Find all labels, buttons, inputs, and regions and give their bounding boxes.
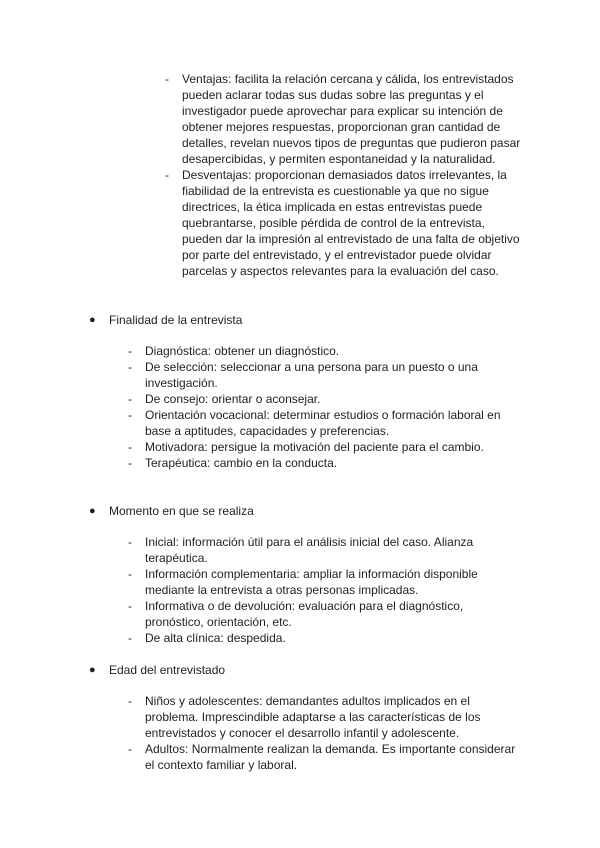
list-item: - De alta clínica: despedida. (145, 630, 525, 646)
list-item: - Motivadora: persigue la motivación del paciente para el cambio. (145, 439, 525, 455)
list-item: - Niños y adolescentes: demandantes adultos implicados en el problema. Imprescindible adaptarse a las características de los entrevistados y conocer el desarrollo infantil y adolescente. (145, 693, 525, 741)
list-item: - Orientación vocacional: determinar estudios o formación laboral en base a aptitudes, capacidades y preferencias. (145, 407, 525, 439)
section-heading-finalidad (89, 312, 243, 328)
list-item: - De consejo: orientar o aconsejar. (145, 391, 525, 407)
list-item: - De selección: seleccionar a una persona para un puesto o una investigación. (145, 359, 525, 391)
list-item-desventajas: - Desventajas: proporcionan demasiados datos irrelevantes, la fiabilidad de la entrevista es cuestionable ya que no sigue directrices, la ética implicada en estas entrevistas puede quebrantarse, posible pérdida de control de la entrevista, pueden dar la impresión al entrevistado de una falta de objetivo por parte del entrevistado, y el entrevistador puede olvidar parcelas y aspectos relevantes para la evaluación del caso. (182, 167, 527, 279)
list-item-ventajas: - Ventajas: facilita la relación cercana y cálida, los entrevistados pueden aclarar todas sus dudas sobre las preguntas y el investigador puede aprovechar para explicar su intención de obtener mejores respuestas, proporcionan gran cantidad de detalles, revelan nuevos tipos de preguntas que pudieron pasar desapercibidas, y permiten espontaneidad y la naturalidad. (182, 71, 527, 167)
list-item: - Informativa o de devolución: evaluación para el diagnóstico, pronóstico, orientación, etc. (145, 598, 525, 630)
section-heading-text: Edad del entrevistado (109, 663, 226, 677)
list-item: - Información complementaria: ampliar la información disponible mediante la entrevista a otras personas implicadas. (145, 566, 525, 598)
bullet-icon: ● (89, 314, 96, 326)
bullet-icon: ● (89, 505, 96, 517)
list-item: - Adultos: Normalmente realizan la demanda. Es importante considerar el contexto familiar y laboral. (145, 741, 525, 773)
list-item: - Terapéutica: cambio en la conducta. (145, 455, 525, 471)
section-heading-edad (89, 662, 226, 678)
momento-list (145, 534, 525, 646)
finalidad-list (145, 343, 525, 471)
section-heading-momento (89, 503, 254, 519)
edad-list (145, 693, 525, 773)
list-item: - Diagnóstica: obtener un diagnóstico. (145, 343, 525, 359)
top-dash-list (182, 71, 527, 279)
section-heading-text: Momento en que se realiza (109, 504, 254, 518)
list-item: - Inicial: información útil para el análisis inicial del caso. Alianza terapéutica. (145, 534, 525, 566)
bullet-icon: ● (89, 664, 96, 676)
section-heading-text: Finalidad de la entrevista (109, 313, 243, 327)
